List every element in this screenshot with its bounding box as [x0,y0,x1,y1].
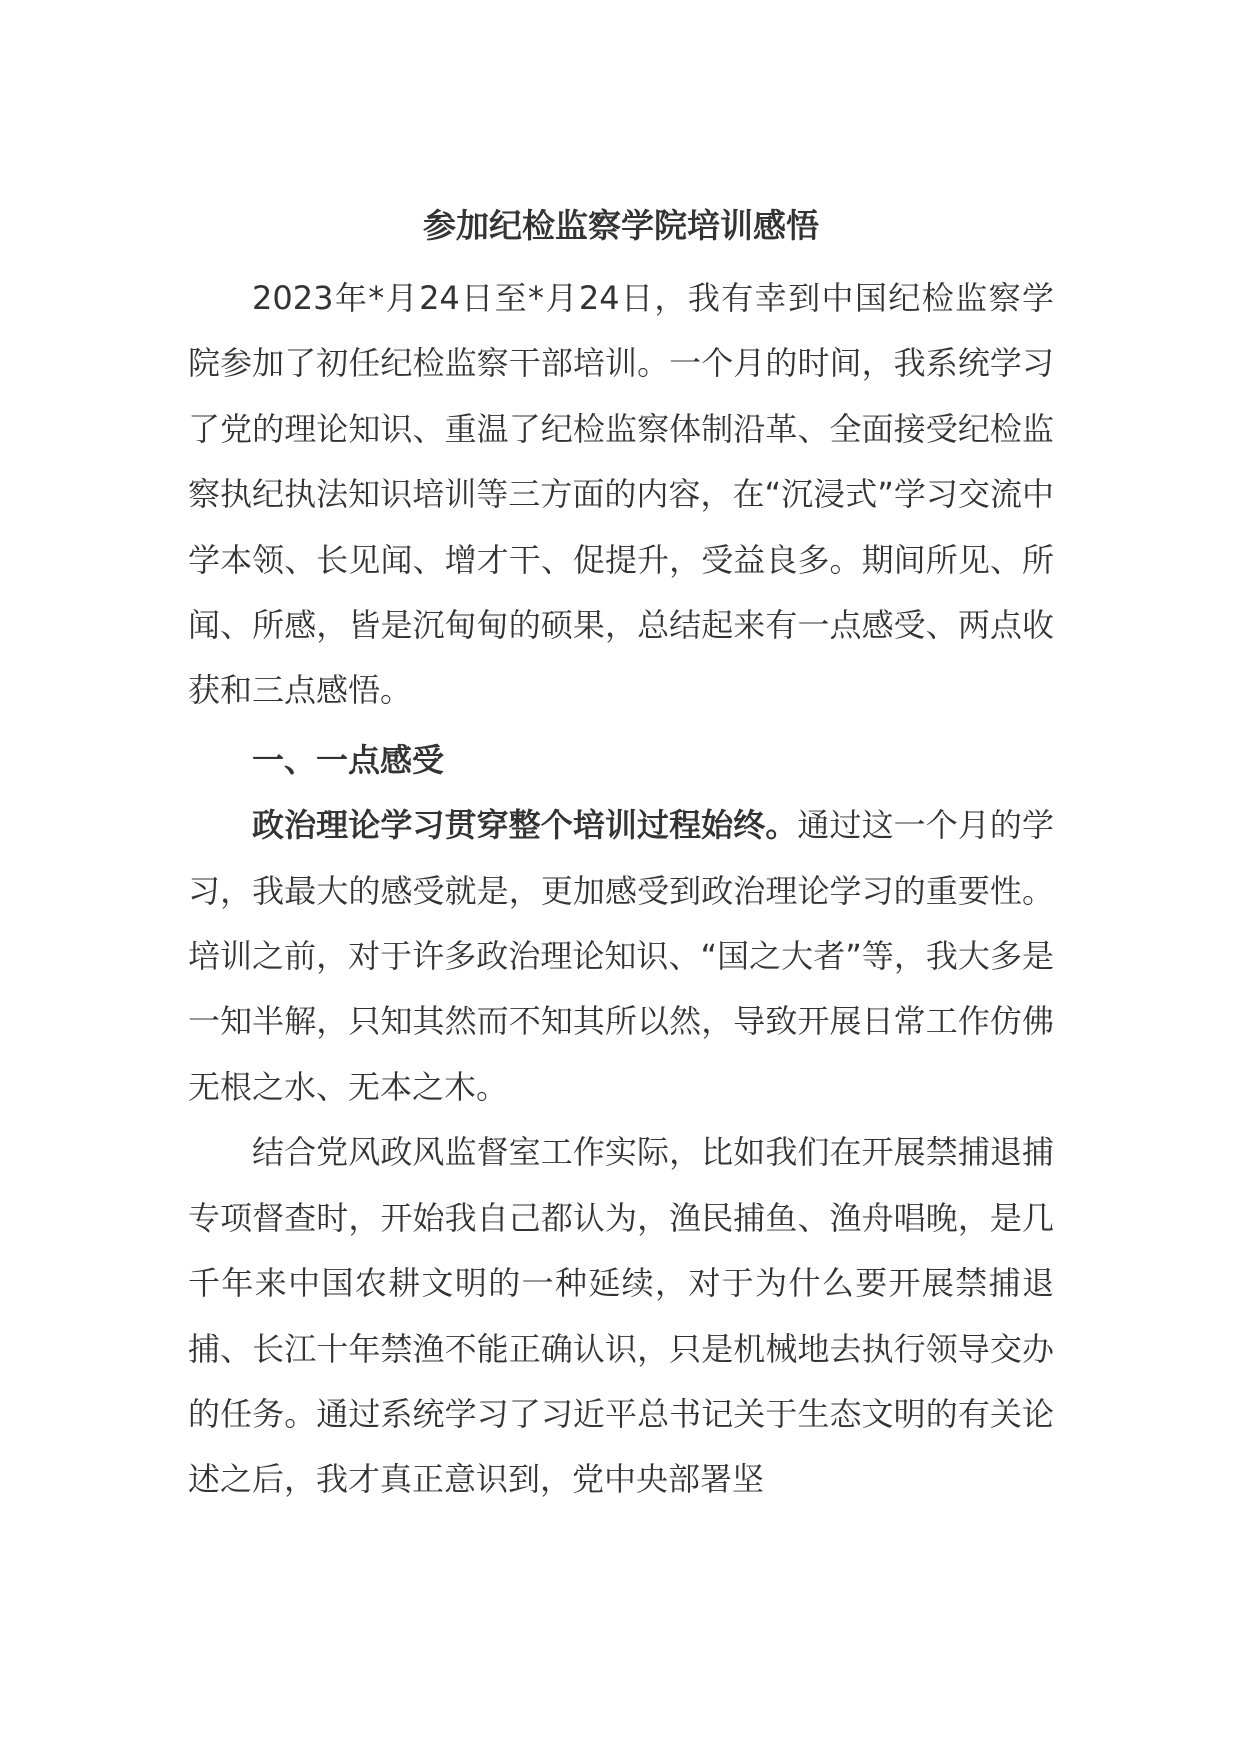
section-1-paragraph-1 [188,793,1054,1120]
intro-paragraph: 2023年*月24日至*月24日，我有幸到中国纪检监察学院参加了初任纪检监察干部培训。一个月的时间，我系统学习了党的理论知识、重温了纪检监察体制沿革、全面接受纪检监察执纪执法知识培训等三方面的内容，在“沉浸式”学习交流中学本领、长见闻、增才干、促提升，受益良多。期间所见、所闻、所感，皆是沉甸甸的硕果，总结起来有一点感受、两点收获和三点感悟。 [188,279,1054,710]
document-body [188,202,1054,1513]
paragraph-body-text: 通过这一个月的学习，我最大的感受就是，更加感受到政治理论学习的重要性。培训之前，对于许多政治理论知识、“国之大者”等，我大多是一知半解，只知其然而不知其所以然，导致开展日常工作仿佛无根之水、无本之木。 [188,806,1054,1106]
section-1-paragraph-2: 结合党风政风监督室工作实际，比如我们在开展禁捕退捕专项督查时，开始我自己都认为，渔民捕鱼、渔舟唱晚，是几千年来中国农耕文明的一种延续，对于为什么要开展禁捕退捕、长江十年禁渔不能正确认识，只是机械地去执行领导交办的任务。通过系统学习了习近平总书记关于生态文明的有关论述之后，我才真正意识到，党中央部署坚 [188,1133,1054,1499]
document-title: 参加纪检监察学院培训感悟 [423,206,819,245]
section-heading-1: 一、一点感受 [252,740,445,779]
paragraph-lead-sentence: 政治理论学习贯穿整个培训过程始终。 [252,806,798,845]
